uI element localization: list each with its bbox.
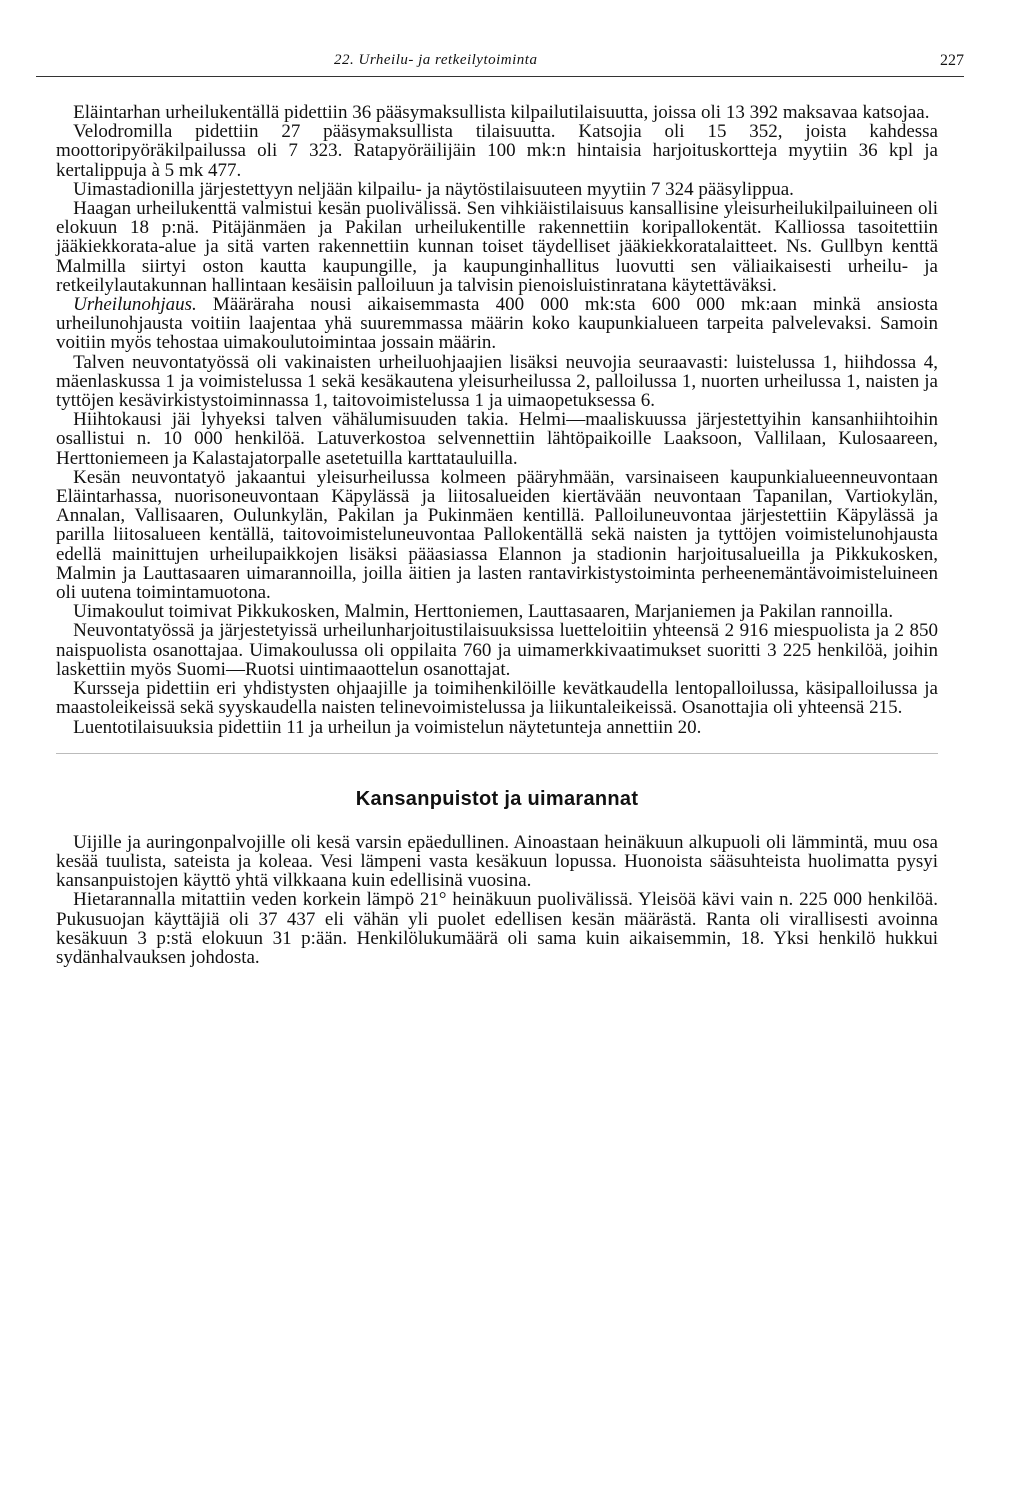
section-heading: Kansanpuistot ja uimarannat [355, 787, 639, 810]
paragraph-text: Määräraha nousi aikaisemmasta 400 000 mk:sta 600 000 mk:aan minkä ansiosta urheilunohjausta voitiin laajentaa yhä suuremmassa määrin koko kaupunkialueen tarpeita palvelevaksi. Samoin voitiin myös tehostaa uimakoulutoimintaa jossain määrin. [56, 294, 938, 354]
paragraph: Haagan urheilukenttä valmistui kesän puolivälissä. Sen vihkiäistilaisuus kansallisine yleisurheilukilpailuineen oli elokuun 18 p:nä. Pitäjänmäen ja Pakilan urheilukentille rakennettiin koripallokentät. Kalliossa tasoitettiin jääkiekkorata-alue ja sitä varten rakennettiin kunnan toiset täydelliset jääkiekkoratalaitteet. Ns. Gullbyn kenttä Malmilla siirtyi oston kautta kaupungille, ja kaupunginhallitus luovutti sen väliaikaisesti urheilu- ja retkeilylautakunnan hallintaan kesäisin palloiluun ja talvisin pienoisluistinratana käytettäväksi. [56, 198, 938, 296]
paragraph: Hietarannalla mitattiin veden korkein lämpö 21° heinäkuun puolivälissä. Yleisöä kävi vain n. 225 000 henkilöä. Pukusuojan käyttäjiä oli 37 437 eli vähän yli puolet edellisen kesän määrästä. Ranta oli virallisesti avoinna kesäkuun 3 p:stä elokuun 31 p:ään. Henkilölukumäärä oli sama kuin aikaisemmin, 18. Yksi henkilö hukkui sydänhalvauksen johdosta. [56, 889, 938, 968]
paragraph: Kesän neuvontatyö jakaantui yleisurheilussa kolmeen pääryhmään, varsinaiseen kaupunkialueenneuvontaan Eläintarhassa, nuorisoneuvontaan Käpylässä ja liitosalueiden kiertävään neuvontaan Tapanilan, Vartiokylän, Annalan, Vallisaaren, Oulunkylän, Pakilan ja Pukinmäen kentillä. Palloiluneuvontaa järjestettiin Käpylässä ja parilla liitosalueen kentällä, taitovoimisteluneuvontaa Pallokentällä sekä naisten ja tyttöjen voimistelunohjausta edellä mainittujen urheilupaikkojen lisäksi pääasiassa Elannon ja stadionin harjoitusalueilla ja Pikkukosken, Malmin ja Lauttasaaren uimarannoilla, joilla äitien ja lasten rantavirkistystoiminta perheenemäntävoimisteluineen oli uutena toimintamuotona. [56, 466, 938, 604]
paragraph-urheilunohjaus [56, 295, 938, 353]
paragraph: Uimakoulut toimivat Pikkukosken, Malmin, Herttoniemen, Lauttasaaren, Marjaniemen ja Pakilan rannoilla. [73, 601, 894, 623]
paragraph: Luentotilaisuuksia pidettiin 11 ja urheilun ja voimistelun näytetunteja annettiin 20. [73, 716, 702, 738]
paragraph-lead: Urheilunohjaus. [73, 294, 197, 316]
paragraph: Uijille ja auringonpalvojille oli kesä varsin epäedullinen. Ainoastaan heinäkuun alkupuoli oli lämmintä, muu osa kesää tuulista, sateista ja koleaa. Vesi lämpeni vasta kesäkuun lopussa. Huonoista sääsuhteista huolimatta pysyi kansanpuistojen käyttö yhtä vilkkaana kuin edellisinä vuosina. [56, 831, 938, 892]
paragraph: Uimastadionilla järjestettyyn neljään kilpailu- ja näytöstilaisuuteen myytiin 7 324 pääsylippua. [73, 178, 794, 200]
page-body [56, 103, 938, 967]
page-header [36, 52, 964, 76]
paragraph: Kursseja pidettiin eri yhdistysten ohjaajille ja toimihenkilöille kevätkaudella lentopalloilussa, käsipalloilussa ja maastoleikeissä sekä syyskaudella naisten telinevoimistelussa ja liikuntaleikeissä. Osanottajia oli yhteensä 215. [56, 678, 938, 719]
paragraph: Eläintarhan urheilukentällä pidettiin 36 pääsymaksullista kilpailutilaisuutta, joissa oli 13 392 maksavaa katsojaa. [73, 102, 930, 123]
paragraph: Hiihtokausi jäi lyhyeksi talven vähälumisuuden takia. Helmi—maaliskuussa järjestettyihin kansanhiihtoihin osallistui n. 10 000 henkilöä. Latuverkostoa selvennettiin lähtöpaikoille Laaksoon, Vallilaan, Kulosaareen, Herttoniemeen ja Kalastajatorpalle asetetuilla karttatauluilla. [56, 409, 938, 469]
paragraph: Neuvontatyössä ja järjestetyissä urheilunharjoitustilaisuuksissa luetteloitiin yhteensä 2 916 miespuolista ja 2 850 naispuolista osanottajaa. Uimakoulussa oli oppilaita 760 ja uimamerkkivaatimukset suoritti 3 225 henkilöä, joihin laskettiin myös Suomi—Ruotsi uintimaaottelun osanottajat. [56, 620, 938, 680]
paragraph: Velodromilla pidettiin 27 pääsymaksullista tilaisuutta. Katsojia oli 15 352, joista kahdessa moottoripyöräkilpailussa oli 7 323. Ratapyöräilijäin 100 mk:n hintaisia harjoituskortteja myytiin 36 kpl ja kertalippuja à 5 mk 477. [56, 121, 938, 181]
header-rule [36, 76, 964, 77]
paragraph: Talven neuvontatyössä oli vakinaisten urheiluohjaajien lisäksi neuvojia seuraavasti: luistelussa 1, hiihdossa 4, mäenlaskussa 1 ja voimistelussa 1 sekä kesäkautena yleisurheilussa 2, palloilussa 1, nuorten urheilussa 1, naisten ja tyttöjen kesävirkistystoiminnassa 1, taitovoimistelussa 1 ja uimaopetuksessa 6. [56, 351, 938, 412]
section-separator [56, 753, 938, 754]
page-number: 227 [940, 52, 964, 69]
chapter-title: 22. Urheilu- ja retkeilytoiminta [334, 52, 538, 68]
